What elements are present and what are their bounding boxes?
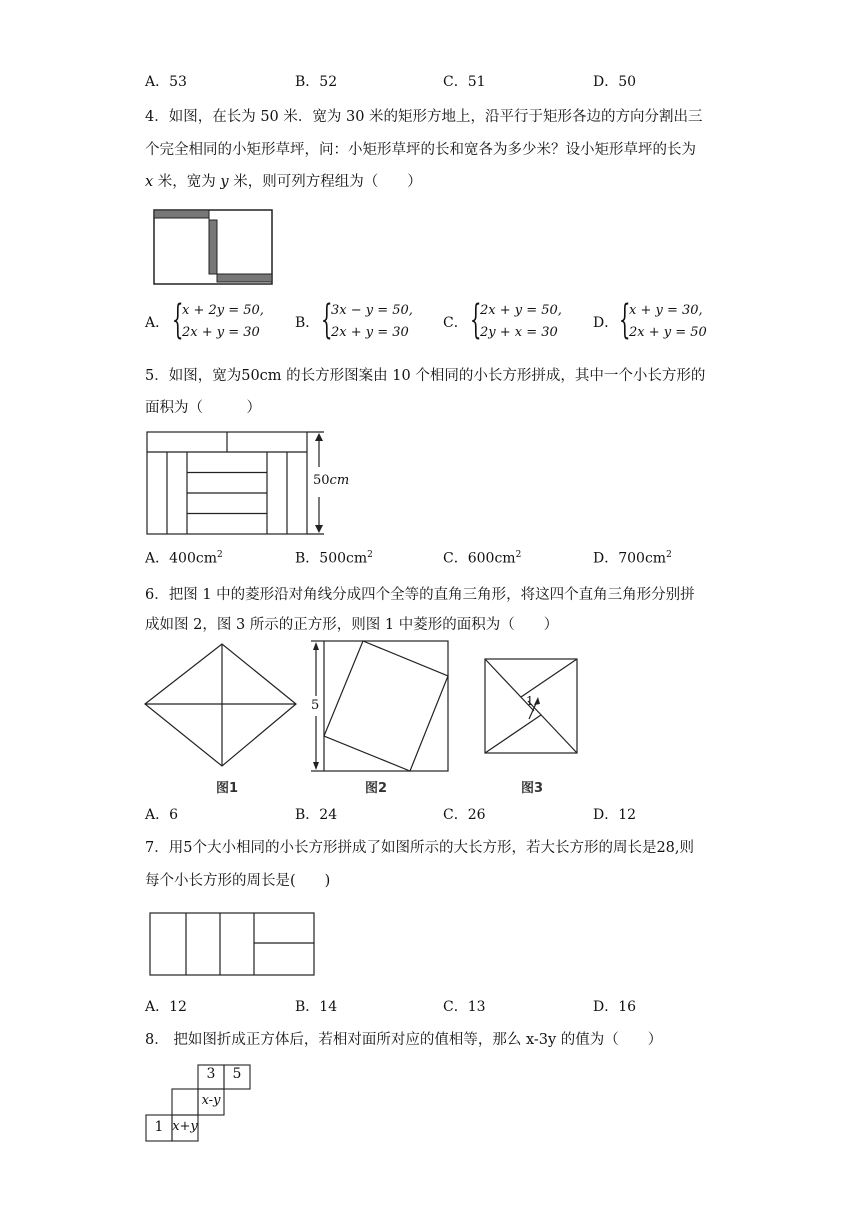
q4-option-a-label: A． — [145, 315, 170, 331]
brace: { — [172, 297, 184, 343]
q5-stem-line-2: 面积为（ ） — [145, 400, 261, 416]
equation: x + y = 30, — [629, 303, 703, 318]
q7-option-d: D．16 — [593, 999, 637, 1015]
q6-figure-2-square — [305, 638, 451, 774]
brace: { — [470, 297, 482, 343]
option-label: B． — [295, 550, 320, 567]
q4-option-a-system — [172, 297, 264, 344]
brace: { — [619, 297, 631, 343]
q5-option-a — [145, 545, 223, 569]
option-value: 500cm — [319, 550, 368, 567]
option-value: 700cm — [618, 550, 667, 567]
q6-caption-fig3: 图3 — [521, 781, 544, 796]
q6-side-length-label: 5 — [311, 698, 320, 713]
q8-cell-3: 3 — [206, 1066, 216, 1082]
q7-option-b: B．14 — [295, 999, 338, 1015]
q5-option-b — [295, 545, 373, 569]
q6-option-c: C．26 — [443, 807, 486, 823]
equation: 2x + y = 30 — [182, 325, 260, 340]
dimension-unit: cm — [329, 473, 350, 488]
equation: 2x + y = 30 — [331, 325, 409, 340]
q6-option-a: A．6 — [145, 807, 179, 823]
q7-figure — [147, 910, 317, 978]
superscript: 2 — [367, 550, 373, 560]
q6-option-b: B．24 — [295, 807, 338, 823]
q6-figure-1-rhombus — [143, 640, 299, 774]
text-segment: 米，则可列方程组为（ ） — [228, 174, 422, 190]
option-value: 600cm — [467, 550, 516, 567]
q4-figure — [148, 205, 276, 287]
q6-fig3-label: 1 — [526, 694, 534, 708]
var-y: y — [220, 174, 229, 190]
q4-option-d-system — [619, 297, 707, 344]
equation: x + 2y = 50, — [182, 303, 264, 318]
brace: { — [321, 297, 333, 343]
q3-option-b: B．52 — [295, 74, 338, 90]
q6-caption-fig2: 图2 — [365, 781, 388, 796]
q4-stem-line-1: 4．如图，在长为 50 米．宽为 30 米的矩形方地上，沿平行于矩形各边的方向分割出三 — [145, 109, 703, 125]
q7-stem-line-2: 每个小长方形的周长是( ) — [145, 873, 331, 889]
q5-stem-line-1: 5．如图，宽为50cm 的长方形图案由 10 个相同的小长方形拼成，其中一个小长方形的 — [145, 368, 706, 384]
q4-option-c-system — [470, 297, 562, 344]
equation: 2x + y = 50 — [629, 325, 707, 340]
q5-dimension-label — [313, 473, 349, 488]
q7-option-a: A．12 — [145, 999, 187, 1015]
q6-option-d: D．12 — [593, 807, 637, 823]
q4-stem-line-2: 个完全相同的小矩形草坪，问：小矩形草坪的长和宽各为多少米？设小矩形草坪的长为 — [145, 142, 696, 158]
equation: 2x + y = 50, — [480, 303, 562, 318]
q3-option-c: C．51 — [443, 74, 486, 90]
q8-stem: 8． 把如图折成正方体后，若相对面所对应的值相等，那么 x-3y 的值为（ ） — [145, 1032, 663, 1048]
q5-option-c — [443, 545, 521, 569]
q4-stem-line-3 — [145, 172, 422, 192]
superscript: 2 — [666, 550, 672, 560]
q4-option-b-label: B． — [295, 315, 320, 331]
q8-cell-x-plus-y: x+y — [172, 1119, 198, 1134]
equation: 3x − y = 50, — [331, 303, 413, 318]
q8-cell-1: 1 — [154, 1119, 164, 1135]
q4-option-b-system — [321, 297, 413, 344]
q3-option-d: D．50 — [593, 74, 637, 90]
q7-option-c: C．13 — [443, 999, 486, 1015]
q6-caption-fig1: 图1 — [216, 781, 239, 796]
var-x: x — [145, 174, 154, 190]
equation: 2y + x = 30 — [480, 325, 558, 340]
option-label: D． — [593, 550, 619, 567]
option-value: 400cm — [169, 550, 217, 567]
superscript: 2 — [515, 550, 522, 560]
q8-cell-5: 5 — [232, 1066, 242, 1082]
dimension-value: 50 — [313, 473, 330, 488]
q4-option-c-label: C． — [443, 315, 468, 331]
option-label: A． — [145, 550, 170, 567]
q5-option-d — [593, 545, 672, 569]
q7-stem-line-1: 7．用5个大小相同的小长方形拼成了如图所示的大长方形，若大长方形的周长是28,则 — [145, 840, 695, 856]
q8-cell-x-minus-y: x-y — [201, 1093, 221, 1108]
text-segment: 米，宽为 — [153, 174, 221, 190]
q6-stem-line-1: 6．把图 1 中的菱形沿对角线分成四个全等的直角三角形，将这四个直角三角形分别拼 — [145, 587, 695, 603]
q3-option-a: A．53 — [145, 74, 187, 90]
option-label: C． — [443, 550, 468, 567]
q6-stem-line-2: 成如图 2，图 3 所示的正方形，则图 1 中菱形的面积为（ ） — [145, 617, 559, 633]
q4-option-d-label: D． — [593, 315, 619, 331]
superscript: 2 — [216, 550, 223, 560]
